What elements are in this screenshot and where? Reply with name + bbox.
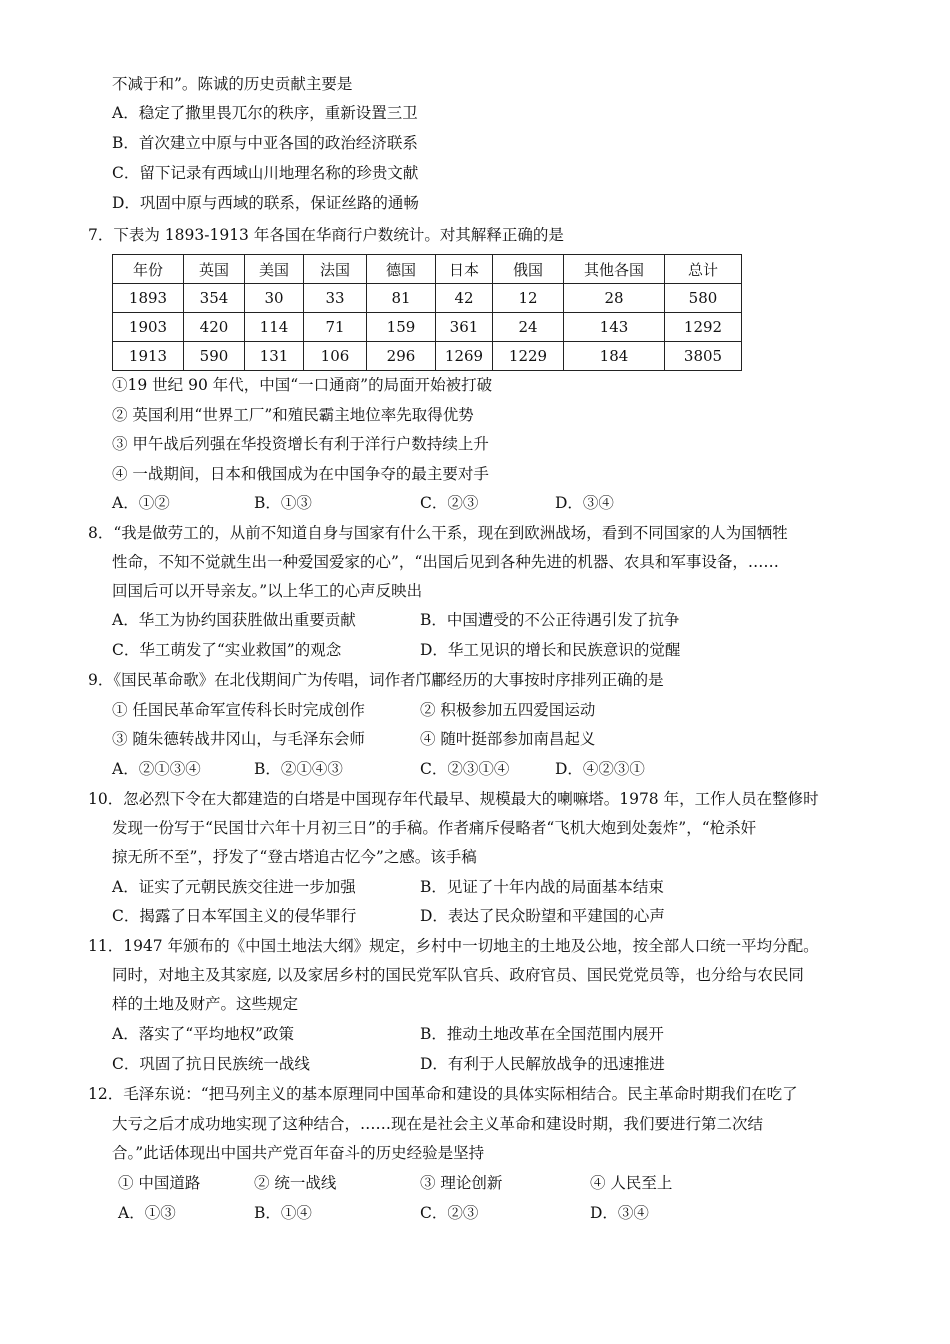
q9-option-b: B．②①④③ [254,760,343,778]
q6-option-a: A．稳定了撒里畏兀尔的秩序，重新设置三卫 [112,104,418,122]
table-header-cell: 总计 [665,255,742,284]
table-cell: 361 [436,313,493,342]
q9-option-d: D．④②③① [555,760,645,778]
q8-stem-line-1: 8．“我是做劳工的，从前不知道自身与国家有什么干系，现在到欧洲战场，看到不同国家的人为国牺牲 [88,524,788,542]
table-cell: 81 [367,284,436,313]
q11-option-b: B．推动土地改革在全国范围内展开 [420,1025,664,1043]
table-cell: 114 [245,313,304,342]
q9-stem: 9．《国民革命歌》在北伐期间广为传唱，词作者邝鄘经历的大事按时序排列正确的是 [88,671,664,689]
q6-option-c: C．留下记录有西域山川地理名称的珍贵文献 [112,164,419,182]
q10-option-d: D．表达了民众盼望和平建国的心声 [420,907,665,925]
table-cell: 590 [184,342,245,371]
q10-option-c: C．揭露了日本军国主义的侵华罪行 [112,907,357,925]
table-header-cell: 美国 [245,255,304,284]
q6-stem-tail: 不减于和”。陈诚的历史贡献主要是 [112,75,353,93]
q8-option-d: D．华工见识的增长和民族意识的觉醒 [420,641,681,659]
q11-stem-line-1: 11．1947 年颁布的《中国土地法大纲》规定，乡村中一切地主的土地及公地，按全部人口统一平均分配。 [88,937,819,955]
q6-option-d: D．巩固中原与西域的联系，保证丝路的通畅 [112,194,419,212]
table-row [113,342,742,371]
q7-statement-4: ④ 一战期间，日本和俄国成为在中国争夺的最主要对手 [112,465,489,483]
q10-option-a: A．证实了元朝民族交往进一步加强 [112,878,356,896]
table-cell: 1229 [493,342,564,371]
table-cell: 3805 [665,342,742,371]
q9-statement-1: ① 任国民革命军宣传科长时完成创作 [112,701,365,719]
q10-option-b: B．见证了十年内战的局面基本结束 [420,878,664,896]
table-header-cell: 法国 [304,255,367,284]
table-cell: 1903 [113,313,184,342]
q7-option-d: D．③④ [555,494,614,512]
q12-statement-4: ④ 人民至上 [590,1174,673,1192]
table-header-cell: 其他各国 [564,255,665,284]
table-header-cell: 英国 [184,255,245,284]
q11-stem-line-3: 样的土地及财产。这些规定 [112,995,299,1013]
table-cell: 106 [304,342,367,371]
q12-option-b: B．①④ [254,1204,312,1222]
q11-option-c: C．巩固了抗日民族统一战线 [112,1055,310,1073]
table-cell: 184 [564,342,665,371]
q8-option-c: C．华工萌发了“实业救国”的观念 [112,641,342,659]
table-cell: 24 [493,313,564,342]
table-cell: 420 [184,313,245,342]
table-cell: 71 [304,313,367,342]
table-cell: 131 [245,342,304,371]
q9-option-c: C．②③①④ [420,760,510,778]
q9-option-a: A．②①③④ [112,760,201,778]
q8-option-a: A．华工为协约国获胜做出重要贡献 [112,611,356,629]
q12-statement-1: ① 中国道路 [118,1174,201,1192]
q7-stem: 7．下表为 1893-1913 年各国在华商行户数统计。对其解释正确的是 [88,226,564,244]
table-cell: 12 [493,284,564,313]
table-row [113,284,742,313]
q12-statement-2: ② 统一战线 [254,1174,337,1192]
q12-option-a: A．①③ [118,1204,176,1222]
table-cell: 28 [564,284,665,313]
q7-statement-3: ③ 甲午战后列强在华投资增长有利于洋行户数持续上升 [112,435,489,453]
table-header-row [113,255,742,284]
table-cell: 33 [304,284,367,313]
q11-option-d: D．有利于人民解放战争的迅速推进 [420,1055,665,1073]
merchant-count-table [112,254,742,371]
table-cell: 1893 [113,284,184,313]
table-header-cell: 日本 [436,255,493,284]
q12-stem-line-2: 大亏之后才成功地实现了这种结合，……现在是社会主义革命和建设时期，我们要进行第二次结 [112,1115,764,1133]
q7-option-b: B．①③ [254,494,312,512]
q12-stem-line-1: 12．毛泽东说：“把马列主义的基本原理同中国革命和建设的具体实际相结合。民主革命时期我们在吃了 [88,1085,798,1103]
q12-stem-line-3: 合。”此话体现出中国共产党百年奋斗的历史经验是坚持 [112,1144,485,1162]
q12-option-d: D．③④ [590,1204,649,1222]
table-header-cell: 德国 [367,255,436,284]
q10-stem-line-2: 发现一份写于“民国廿六年十月初三日”的手稿。作者痛斥侵略者“飞机大炮到处轰炸”，“枪杀奸 [112,819,757,837]
q12-statement-3: ③ 理论创新 [420,1174,503,1192]
q10-stem-line-1: 10．忽必烈下令在大都建造的白塔是中国现存年代最早、规模最大的喇嘛塔。1978 年，工作人员在整修时 [88,790,819,808]
q10-stem-line-3: 掠无所不至”，抒发了“登古塔追古忆今”之感。该手稿 [112,848,477,866]
table-cell: 42 [436,284,493,313]
table-cell: 1269 [436,342,493,371]
table-cell: 30 [245,284,304,313]
q12-option-c: C．②③ [420,1204,479,1222]
q9-statement-2: ② 积极参加五四爱国运动 [420,701,596,719]
table-cell: 143 [564,313,665,342]
table-header-cell: 俄国 [493,255,564,284]
q9-statement-4: ④ 随叶挺部参加南昌起义 [420,730,596,748]
table-row [113,313,742,342]
q11-stem-line-2: 同时，对地主及其家庭, 以及家居乡村的国民党军队官兵、政府官员、国民党党员等，也分给与农民同 [112,966,804,984]
q7-option-c: C．②③ [420,494,479,512]
table-cell: 354 [184,284,245,313]
table-cell: 296 [367,342,436,371]
q9-statement-3: ③ 随朱德转战井冈山，与毛泽东会师 [112,730,365,748]
table-cell: 1913 [113,342,184,371]
q8-stem-line-3: 回国后可以开导亲友。”以上华工的心声反映出 [112,582,423,600]
table-header-cell: 年份 [113,255,184,284]
q11-option-a: A．落实了“平均地权”政策 [112,1025,295,1043]
table-cell: 1292 [665,313,742,342]
q7-statement-2: ② 英国利用“世界工厂”和殖民霸主地位率先取得优势 [112,406,474,424]
table-cell: 580 [665,284,742,313]
q8-stem-line-2: 性命，不知不觉就生出一种爱国爱家的心”，“出国后见到各种先进的机器、农具和军事设备，…… [112,553,779,571]
q8-option-b: B．中国遭受的不公正待遇引发了抗争 [420,611,680,629]
q6-option-b: B．首次建立中原与中亚各国的政治经济联系 [112,134,418,152]
table-cell: 159 [367,313,436,342]
q7-statement-1: ①19 世纪 90 年代，中国“一口通商”的局面开始被打破 [112,376,493,394]
q7-option-a: A．①② [112,494,170,512]
